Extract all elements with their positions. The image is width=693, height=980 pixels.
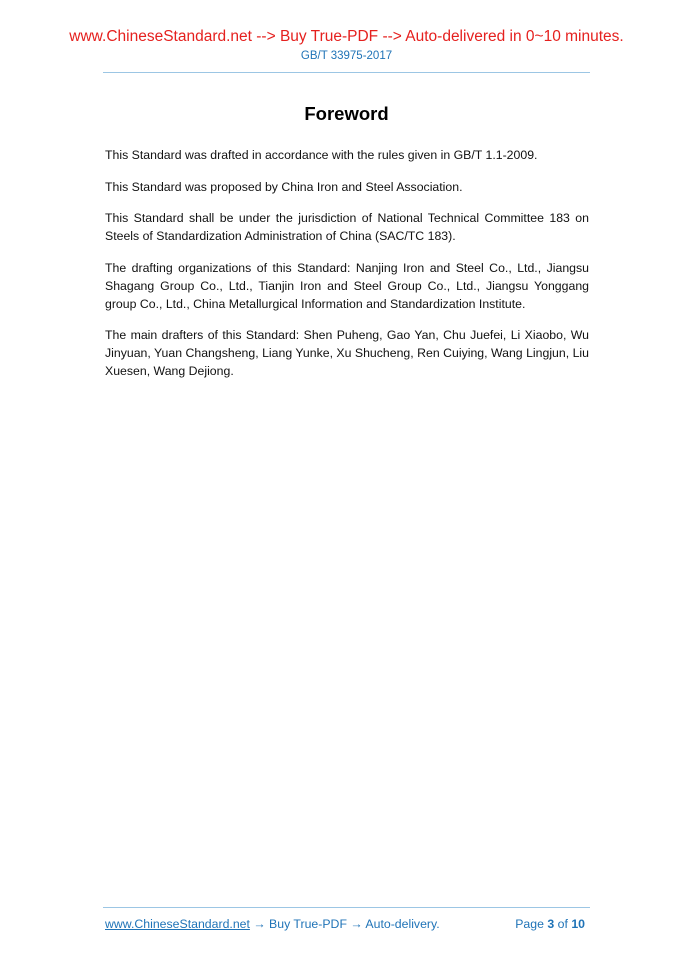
footer-site-link[interactable]: www.ChineseStandard.net <box>105 917 250 931</box>
header-divider <box>103 72 590 73</box>
page-of-label: of <box>554 917 572 931</box>
footer-divider <box>103 907 590 908</box>
paragraph-main-drafters: The main drafters of this Standard: Shen Puheng, Gao Yan, Chu Juefei, Li Xiaobo, Wu Jinyuan, Yuan Changsheng, Liang Yunke, Xu Shucheng, Ren Cuiying, Wang Lingjun, Liu Xuesen, Wang Dejiong. <box>105 328 589 378</box>
page-title: Foreword <box>304 103 389 124</box>
page-footer <box>105 916 585 932</box>
paragraph-drafting-organizations: The drafting organizations of this Standard: Nanjing Iron and Steel Co., Ltd., Jiangsu Shagang Group Co., Ltd., Tianjin Iron and Steel Group Co., Ltd., Jiangsu Yonggang group Co., Ltd., China Metallurgical Information and Standardization Institute. <box>105 260 589 311</box>
paragraph-jurisdiction: This Standard shall be under the jurisdiction of National Technical Committee 183 on Steels of Standardization Administration of China (SAC/TC 183). <box>105 211 589 243</box>
foreword-body <box>105 146 589 394</box>
page-label: Page <box>515 917 548 931</box>
paragraph-drafting-rules: This Standard was drafted in accordance with the rules given in GB/T 1.1-2009. <box>105 148 538 162</box>
paragraph-proposed-by: This Standard was proposed by China Iron and Steel Association. <box>105 179 463 194</box>
page-total: 10 <box>571 917 585 931</box>
footer-promo-text: → Buy True-PDF → Auto-delivery. <box>249 917 440 931</box>
document-code: GB/T 33975-2017 <box>300 50 393 62</box>
footer-promo <box>105 916 440 932</box>
page-current: 3 <box>547 917 555 931</box>
page-number <box>515 916 585 932</box>
promo-banner: www.ChineseStandard.net --> Buy True-PDF --> Auto-delivered in 0~10 minutes. <box>69 28 624 45</box>
